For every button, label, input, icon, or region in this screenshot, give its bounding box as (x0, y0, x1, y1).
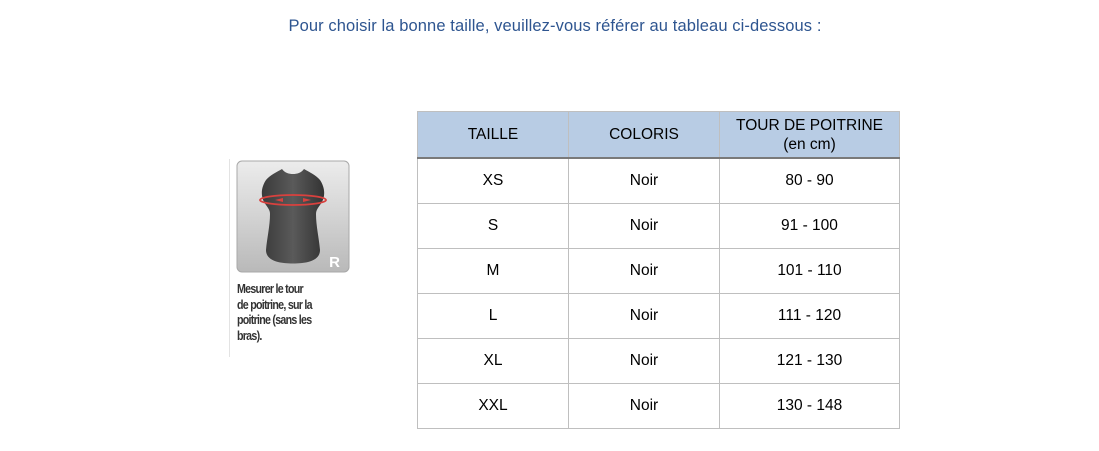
header-chest-unit: (en cm) (783, 135, 836, 153)
table-row (418, 384, 900, 429)
caption-line: Mesurer le tour (237, 281, 303, 296)
measure-instructions (237, 281, 352, 343)
cell-chest: 111 - 120 (720, 294, 900, 339)
cell-color: Noir (569, 294, 720, 339)
cell-size: L (418, 294, 569, 339)
cell-chest: 101 - 110 (720, 249, 900, 294)
table-row (418, 204, 900, 249)
cell-size: XL (418, 339, 569, 384)
cell-color: Noir (569, 384, 720, 429)
cell-chest: 80 - 90 (720, 158, 900, 204)
cell-size: XS (418, 158, 569, 204)
page-title: Pour choisir la bonne taille, veuillez-vous référer au tableau ci-dessous : (288, 17, 822, 35)
caption-line: de poitrine, sur la (237, 296, 312, 312)
table-row (418, 339, 900, 384)
table-row (418, 158, 900, 204)
cell-color: Noir (569, 249, 720, 294)
header-size: TAILLE (418, 112, 569, 159)
header-chest-label: TOUR DE POITRINE (736, 116, 883, 134)
header-chest (720, 112, 900, 159)
cell-color: Noir (569, 204, 720, 249)
divider (229, 159, 230, 357)
table-header-row (418, 112, 900, 159)
header-color: COLORIS (569, 112, 720, 159)
cell-size: XXL (418, 384, 569, 429)
cell-chest: 130 - 148 (720, 384, 900, 429)
table-row (418, 249, 900, 294)
cell-color: Noir (569, 158, 720, 204)
cell-chest: 121 - 130 (720, 339, 900, 384)
measurement-guide (229, 159, 359, 359)
size-table (417, 111, 900, 429)
caption-line: poitrine (sans les (237, 312, 312, 327)
badge-label: R (329, 254, 340, 271)
table-row (418, 294, 900, 339)
torso-measure-icon (236, 160, 350, 273)
cell-color: Noir (569, 339, 720, 384)
cell-size: S (418, 204, 569, 249)
caption-line: bras). (237, 327, 262, 343)
cell-chest: 91 - 100 (720, 204, 900, 249)
cell-size: M (418, 249, 569, 294)
